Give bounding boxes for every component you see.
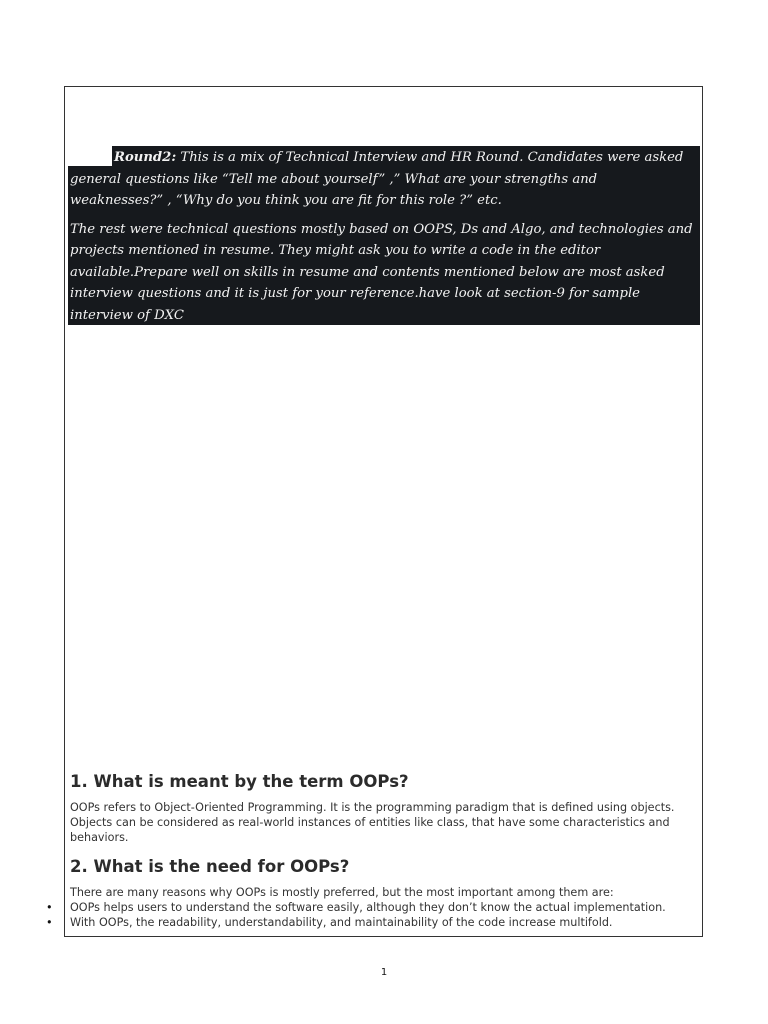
technical-questions-paragraph: The rest were technical questions mostly based on OOPS, Ds and Algo, and technologies and projects mentioned in resume. They might ask you to write a code in the editor available.Prepare well on skills in resume and contents mentioned below are most asked interview questions and it is just for your reference.have look at section-9 for sample interview of DXC xyxy=(70,221,693,323)
question-2-answer: There are many reasons why OOPs is mostly preferred, but the most important among them are: xyxy=(70,886,614,899)
qa-section xyxy=(46,770,700,930)
list-item xyxy=(46,915,700,930)
round2-highlight-block xyxy=(68,146,700,325)
question-1-heading: 1. What is meant by the term OOPs? xyxy=(70,772,409,791)
round2-text: This is a mix of Technical Interview and HR Round. Candidates were asked general questions like “Tell me about yourself” ,” What are your strengths and weaknesses?” , “Why do you think you are fit for this role ?” etc. xyxy=(70,150,684,208)
list-item xyxy=(46,900,700,915)
white-patch xyxy=(68,146,112,166)
bullet-text: With OOPs, the readability, understandability, and maintainability of the code increase multifold. xyxy=(70,916,613,929)
question-2-bullet-list xyxy=(46,900,700,930)
round2-label: Round2: xyxy=(114,150,177,165)
bullet-icon: • xyxy=(46,901,53,914)
page-number: 1 xyxy=(380,967,388,978)
bullet-icon: • xyxy=(46,916,53,929)
round2-paragraph xyxy=(70,147,694,212)
question-2-heading: 2. What is the need for OOPs? xyxy=(70,857,350,876)
question-1-answer: OOPs refers to Object-Oriented Programming. It is the programming paradigm that is defined using objects. Objects can be considered as real-world instances of entities like class, that have some characteristics and behaviors. xyxy=(70,801,675,844)
bullet-text: OOPs helps users to understand the software easily, although they don’t know the actual implementation. xyxy=(70,901,666,914)
